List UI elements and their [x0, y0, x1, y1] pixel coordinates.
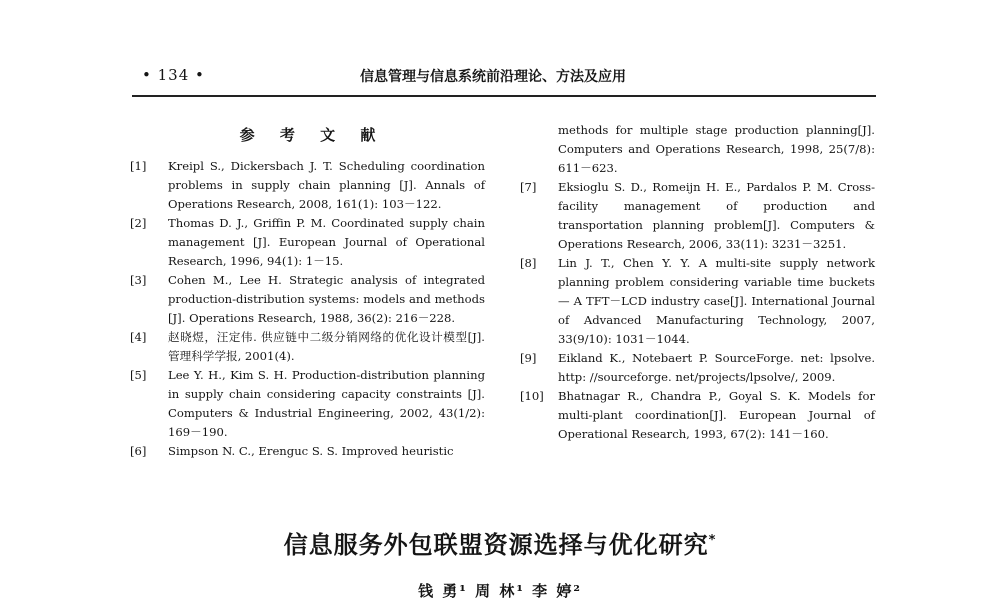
- references-right-column: [520, 121, 875, 444]
- reference-number: [3]: [130, 273, 147, 287]
- reference-item: [130, 366, 485, 442]
- reference-number: [9]: [520, 351, 537, 365]
- reference-number: [7]: [520, 180, 537, 194]
- reference-item: [520, 254, 875, 349]
- reference-text: Simpson N. C., Erenguc S. S. Improved heuristic: [168, 444, 454, 458]
- article-title-text: 信息服务外包联盟资源选择与优化研究: [283, 531, 709, 559]
- reference-item: [520, 387, 875, 444]
- reference-text: Eikland K., Notebaert P. SourceForge. net: lpsolve. http: //sourceforge. net/projects/lpsolve/, 2009.: [558, 351, 875, 384]
- reference-item: [130, 271, 485, 328]
- reference-item: [130, 157, 485, 214]
- reference-number: [2]: [130, 216, 147, 230]
- reference-item: [130, 214, 485, 271]
- reference-text: Cohen M., Lee H. Strategic analysis of integrated production-distribution systems: models and methods [J]. Operations Research, 1988, 36(2): 216－228.: [168, 273, 485, 325]
- reference-text: Kreipl S., Dickersbach J. T. Scheduling coordination problems in supply chain planning [J]. Annals of Operations Research, 2008, 161(1): 103－122.: [168, 159, 485, 211]
- reference-number: [10]: [520, 389, 544, 403]
- reference-text: Bhatnagar R., Chandra P., Goyal S. K. Models for multi-plant coordination[J]. European Journal of Operational Research, 1993, 67(2): 141－160.: [558, 389, 875, 441]
- reference-number: [6]: [130, 444, 147, 458]
- references-heading: 参 考 文 献: [239, 126, 386, 144]
- reference-item: [520, 349, 875, 387]
- reference-text: Eksioglu S. D., Romeijn H. E., Pardalos P. M. Cross-facility management of production and transportation planning problem[J]. Computers & Operations Research, 2006, 33(11): 3231－3251.: [558, 180, 875, 251]
- reference-number: [5]: [130, 368, 147, 382]
- article-authors: 钱 勇¹ 周 林¹ 李 婷²: [418, 582, 582, 600]
- reference-text: 赵晓煜，汪定伟. 供应链中二级分销网络的优化设计模型[J]. 管理科学学报, 2001(4).: [168, 330, 485, 363]
- article-title: [0, 525, 1000, 560]
- reference-item: [520, 178, 875, 254]
- reference-continuation: methods for multiple stage production planning[J]. Computers and Operations Research, 1998, 25(7/8): 611－623.: [558, 123, 875, 175]
- reference-number: [8]: [520, 256, 537, 270]
- reference-text: Lee Y. H., Kim S. H. Production-distribution planning in supply chain considering capacity constraints [J]. Computers & Industrial Engineering, 2002, 43(1/2): 169－190.: [168, 368, 485, 439]
- page-number: • 134 •: [142, 66, 205, 84]
- reference-text: Thomas D. J., Griffin P. M. Coordinated supply chain management [J]. European Journal of Operational Research, 1996, 94(1): 1－15.: [168, 216, 485, 268]
- reference-text: Lin J. T., Chen Y. Y. A multi-site supply network planning problem considering variable time buckets — A TFT－LCD industry case[J]. International Journal of Advanced Manufacturing Technology, 2007, 33(9/10): 1031－1044.: [558, 256, 875, 346]
- reference-number: [1]: [130, 159, 147, 173]
- references-left-column: [130, 112, 485, 461]
- reference-number: [4]: [130, 330, 147, 344]
- reference-item: [130, 328, 485, 366]
- reference-item: [130, 442, 485, 461]
- header-rule: [132, 95, 876, 97]
- title-footnote-mark: *: [708, 533, 717, 548]
- running-title: 信息管理与信息系统前沿理论、方法及应用: [360, 69, 626, 85]
- page-header: [132, 66, 876, 92]
